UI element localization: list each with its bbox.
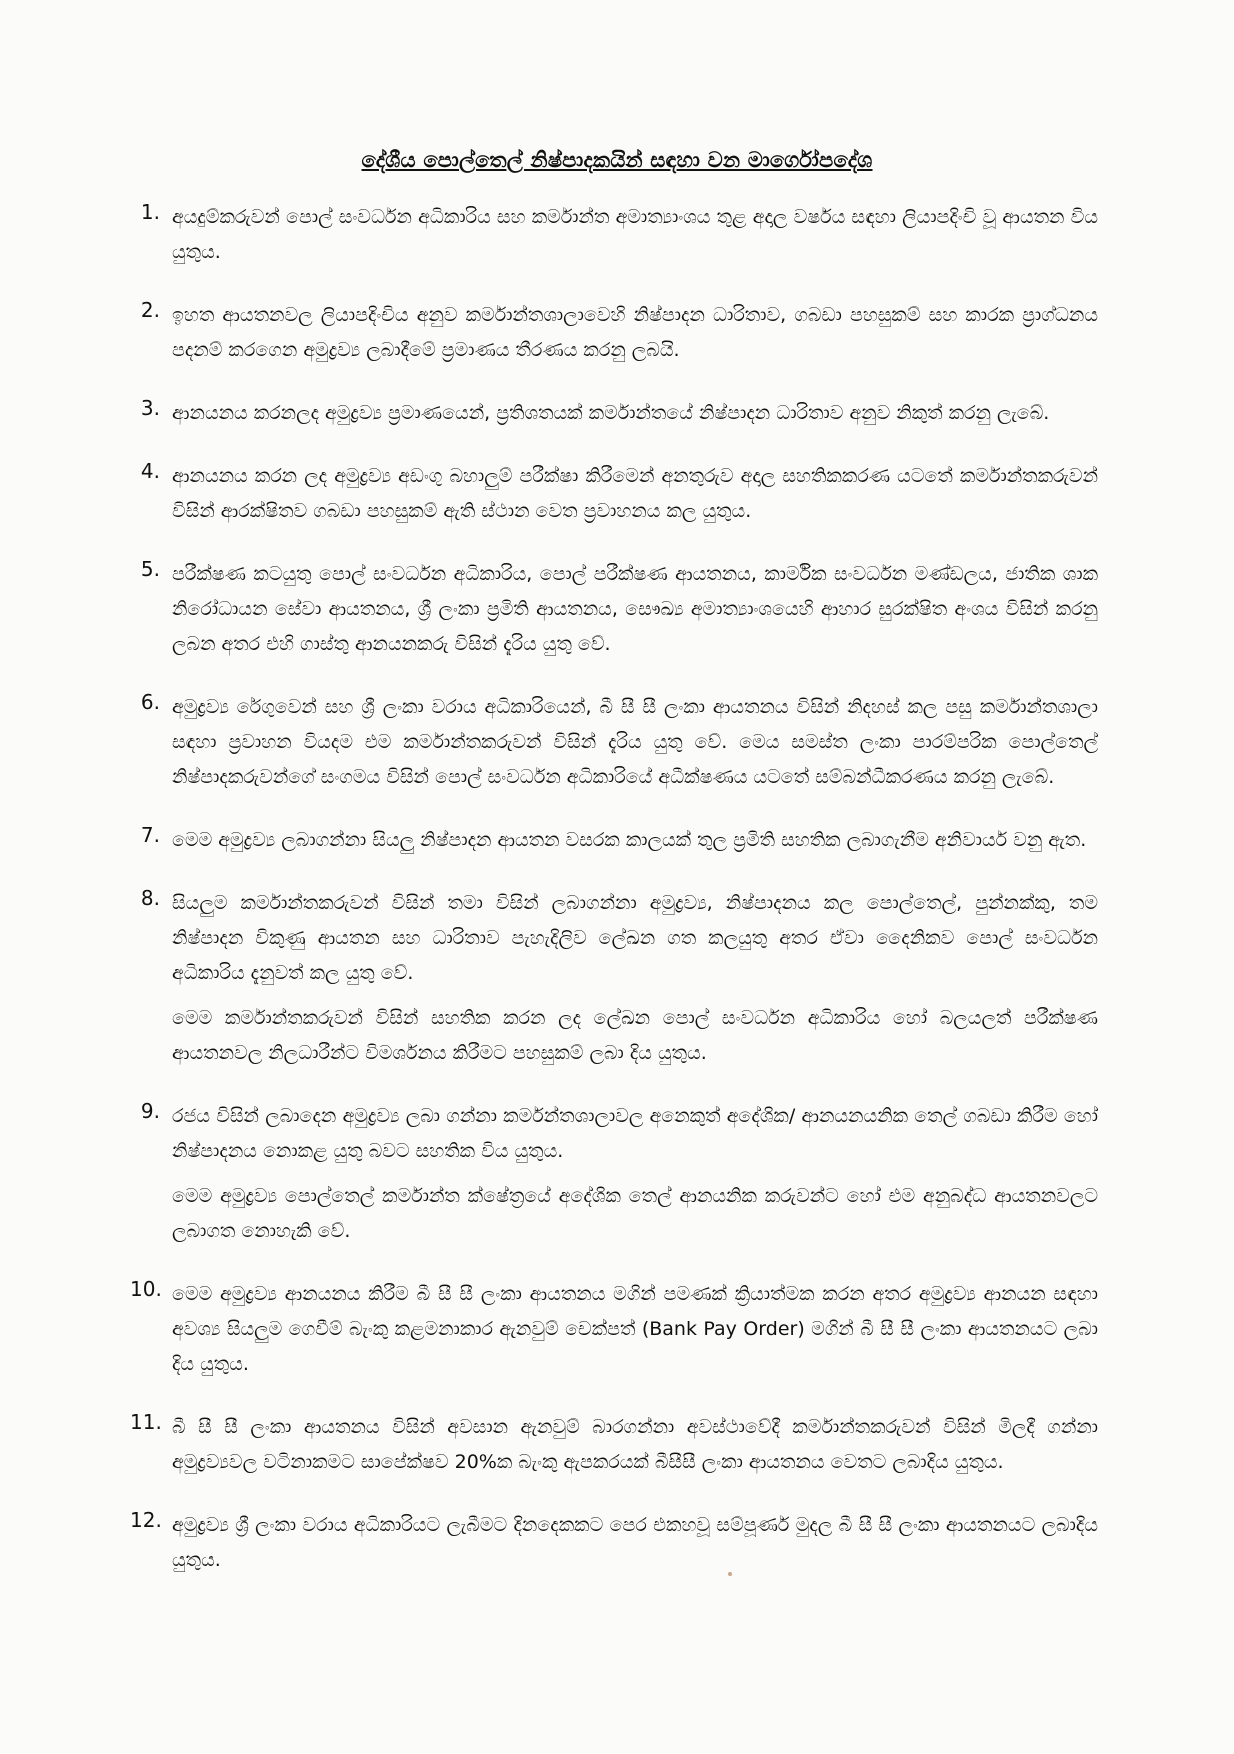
list-item <box>130 823 1098 858</box>
item-text: පරීක්ෂණ කටයුතු පොල් සංවර්ධන අධිකාරිය, පොල් පරීක්ෂණ ආයතනය, කාර්මික සංවර්ධන මණ්ඩලය, ජාතික ශාක නිරෝධායන සේවා ආයතනය, ශ්‍රී ලංකා ප්‍රමිති ආයතනය, සෞඛ්‍ය අමාත්‍යාංශයෙහි ආහාර සුරක්ෂිත අංශය විසින් කරනු ලබන අතර එහි ගාස්තු ආනයනකරු විසින් දැරිය යුතු වේ. <box>172 563 1098 655</box>
item-text: අයදුම්කරුවන් පොල් සංවර්ධන අධිකාරිය සහ කර්මාන්ත අමාත්‍යාංශය තුළ අදාල වර්ෂය සඳහා ලියාපදිංචි වූ ආයතන විය යුතුය. <box>172 206 1098 263</box>
list-item <box>130 396 1098 431</box>
item-text: ආනයනය කරන ලද අමුද්‍රව්‍ය අඩංගු බහාලුම් පරීක්ෂා කිරීමෙන් අනතුරුව අදාල සහතිකකරණ යටතේ කර්මාන්තකරුවන් විසින් ආරක්ෂිතව ගබඩා පහසුකම් ඇති ස්ථාන වෙත ප්‍රවාහනය කල යුතුය. <box>172 465 1098 522</box>
item-text: සියලුම කර්මාන්තකරුවන් විසින් තමා විසින් ලබාගන්නා අමුද්‍රව්‍ය, නිෂ්පාදනය කල පොල්තෙල්, පුන්නක්කු, තම නිෂ්පාදන විකුණු ආයතන සහ ධාරිතාව පැහැදිලිව ලේඛන ගත කලයුතු අතර ඒවා දෛනිකව පොල් සංවර්ධන අධිකාරිය දැනුවත් කල යුතු වේ. <box>172 892 1098 984</box>
list-item <box>130 298 1098 368</box>
list-item <box>130 557 1098 662</box>
list-item <box>130 886 1098 1071</box>
list-item <box>130 690 1098 795</box>
item-text: ආනයනය කරනලද අමුද්‍රව්‍ය ප්‍රමාණයෙන්, ප්‍රතිශතයක් කර්මාන්තයේ නිෂ්පාදන ධාරිතාව අනුව නිකුත් කරනු ලැබේ. <box>172 402 1050 424</box>
list-item <box>130 459 1098 529</box>
guideline-list <box>130 200 1098 1606</box>
item-extra-text: මෙම අමුද්‍රව්‍ය පොල්තෙල් කර්මාන්ත ක්ෂේත්‍රයේ අදේශික තෙල් ආනයනික කරුවන්ට හෝ එම අනුබද්ධ ආයතනවලට ලබාගත නොහැකි වේ. <box>172 1185 1098 1242</box>
item-text: අමුද්‍රව්‍ය රේගුවෙන් සහ ශ්‍රී ලංකා වරාය අධිකාරියෙන්, බී සී සී ලංකා ආයතනය විසින් නිදහස් කල පසු කර්මාන්තශාලා සඳහා ප්‍රවාහන වියදම එම කර්මාන්තකරුවන් විසින් දැරිය යුතු වේ. මෙය සමස්ත ලංකා පාරම්පරික පොල්තෙල් නිෂ්පාදකරුවන්ගේ සංගමය විසින් පොල් සංවර්ධන අධිකාරියේ අධීක්ෂණය යටතේ සම්බන්ධීකරණය කරනු ලැබේ. <box>172 696 1098 788</box>
item-number: 10. <box>130 1277 162 1301</box>
item-number: 6. <box>140 690 160 714</box>
list-item <box>130 1099 1098 1249</box>
item-number: 9. <box>140 1099 160 1123</box>
item-text: අමුද්‍රව්‍ය ශ්‍රී ලංකා වරාය අධිකාරියට ලැබීමට දිනදෙකකට පෙර එකහවූ සම්පූර්ණ මුදල බී සී සී ලංකා ආයතනයට ලබාදිය යුතුය. <box>172 1514 1098 1571</box>
item-text: රජය විසින් ලබාදෙන අමුද්‍රව්‍ය ලබා ගන්නා කර්මන්තශාලාවල අනෙකුත් අදේශික/ ආනයනයනික තෙල් ගබඩා කිරීම හෝ නිෂ්පාදනය නොකළ යුතු බවට සහතික විය යුතුය. <box>172 1105 1098 1162</box>
page-title: දේශීය පොල්තෙල් නිෂ්පාදකයින් සඳහා වන මාර්ගෝපදේශ <box>361 148 873 172</box>
list-item <box>130 200 1098 270</box>
item-text: මෙම අමුද්‍රව්‍ය ආනයනය කිරීම බී සී සී ලංකා ආයතනය මගින් පමණක් ක්‍රියාත්මක කරන අතර අමුද්‍රව්‍ය ආනයන සඳහා අවශ්‍ය සියලුම ගෙවීම් බැංකු කළමනාකාර ඇනවුම් චෙක්පත් (Bank Pay Order) මගින් බී සී සී ලංකා ආයතනයට ලබා දිය යුතුය. <box>172 1283 1098 1375</box>
item-number: 12. <box>130 1508 162 1532</box>
item-number: 3. <box>140 396 160 420</box>
item-text: බී සී සී ලංකා ආයතනය විසින් අවසාන ඇනවුම් බාරගන්නා අවස්ථාවේදී කර්මාන්තකරුවන් විසින් මිලදී ගන්නා අමුද්‍රව්‍යවල වටිනාකමට සාපේක්ෂව 20%ක බැංකු ඇපකරයක් බීසීසී ලංකා ආයතනය වෙතට ලබාදිය යුතුය. <box>172 1416 1098 1473</box>
item-number: 2. <box>140 298 160 322</box>
item-text: මෙම අමුද්‍රව්‍ය ලබාගන්නා සියලු නිෂ්පාදන ආයතන වසරක කාලයක් තුල ප්‍රමිති සහතික ලබාගැනීම අනිවාර්ය වනු ඇත. <box>172 829 1087 851</box>
list-item <box>130 1410 1098 1480</box>
scan-speck <box>728 1572 732 1576</box>
item-text: ඉහත ආයතනවල ලියාපදිංචිය අනුව කර්මාන්තශාලාවෙහි නිෂ්පාදන ධාරිතාව, ගබඩා පහසුකම් සහ කාරක ප්‍රාග්ධනය පදනම් කරගෙන අමුද්‍රව්‍ය ලබාදීමේ ප්‍රමාණය තීරණය කරනු ලබයි. <box>172 304 1098 361</box>
item-number: 8. <box>140 886 160 910</box>
item-extra-text: මෙම කර්මාන්තකරුවන් විසින් සහතික කරන ලද ලේඛන පොල් සංවර්ධන අධිකාරිය හෝ බලයලත් පරීක්ෂණ ආයතනවල නිලධාරීන්ට විමර්ශනය කිරීමට පහසුකම් ලබා දිය යුතුය. <box>172 1007 1098 1064</box>
item-number: 7. <box>140 823 160 847</box>
item-number: 1. <box>140 200 160 224</box>
list-item <box>130 1277 1098 1382</box>
item-number: 5. <box>140 557 160 581</box>
item-number: 11. <box>130 1410 162 1434</box>
item-number: 4. <box>140 459 160 483</box>
list-item <box>130 1508 1098 1578</box>
